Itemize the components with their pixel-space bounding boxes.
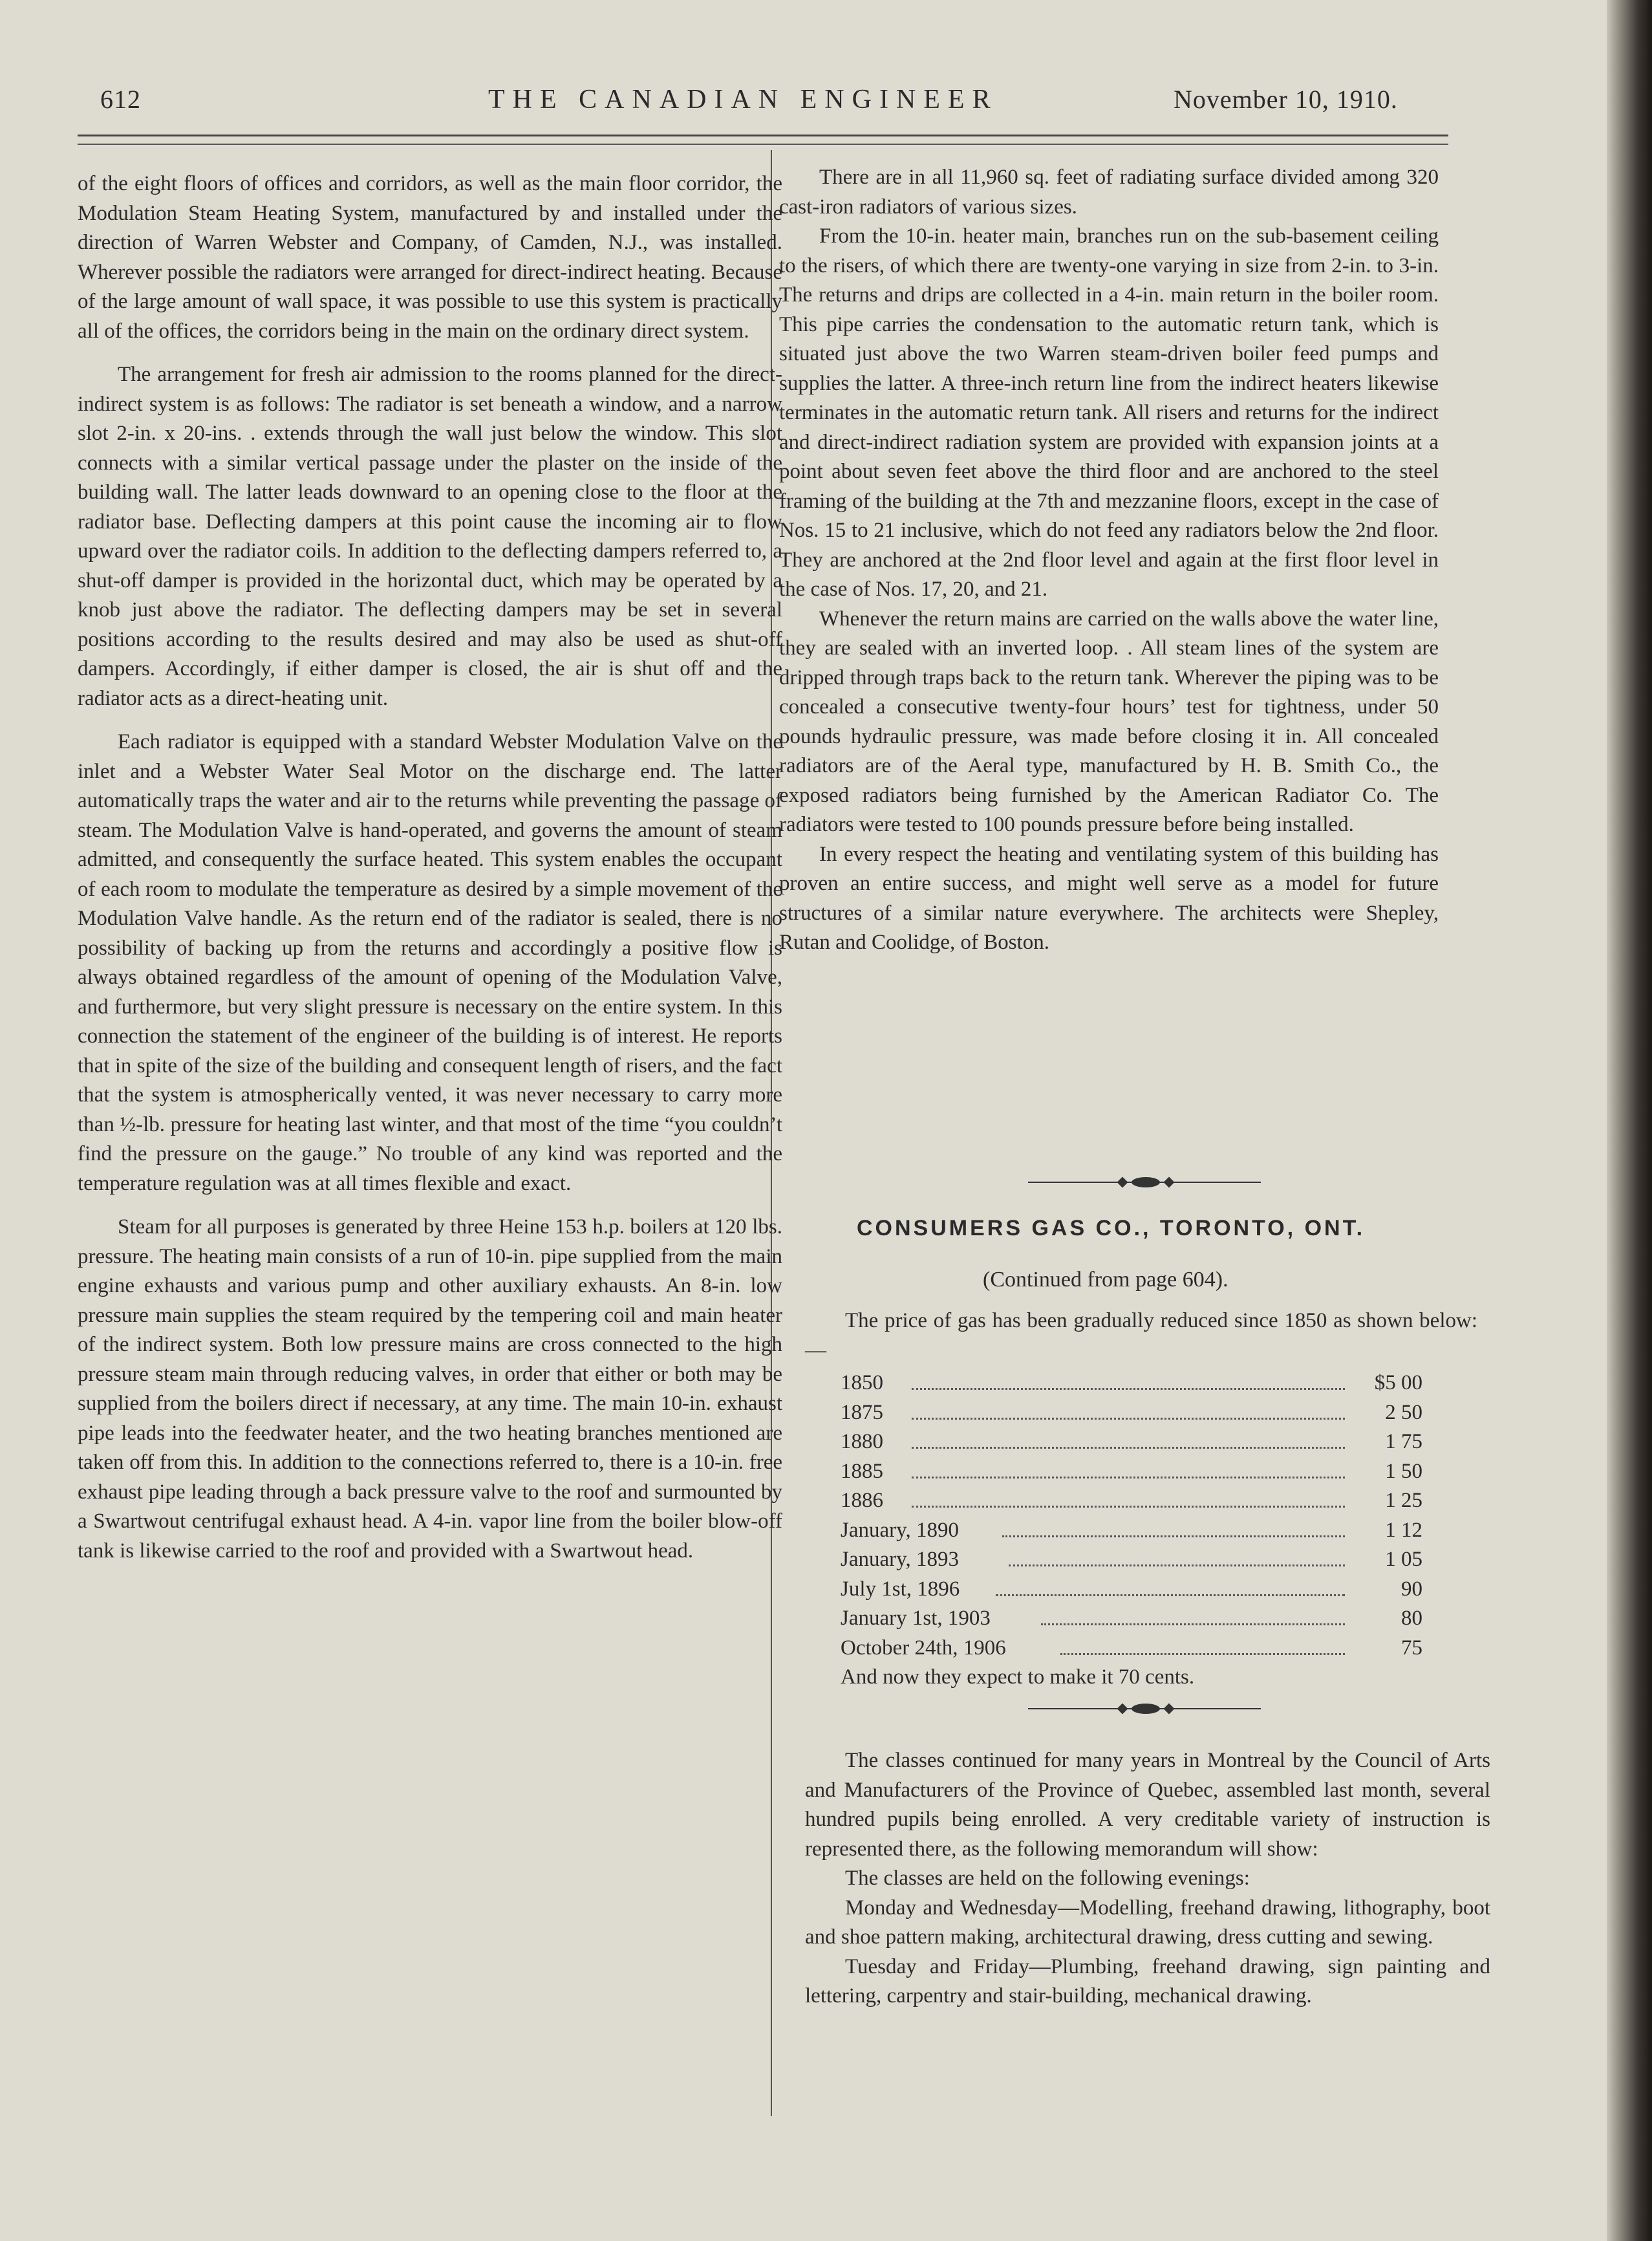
continued-note: (Continued from page 604).: [983, 1268, 1228, 1292]
price-amount: 80: [1401, 1607, 1422, 1630]
price-amount: 1 05: [1385, 1548, 1422, 1571]
price-year: January, 1890: [841, 1518, 959, 1542]
closing-line: [841, 1665, 1422, 1695]
price-row: [841, 1519, 1422, 1548]
section-ornament: [1028, 1702, 1261, 1715]
gas-intro: [805, 1306, 1477, 1365]
price-row: [841, 1577, 1422, 1607]
price-amount: $5 00: [1374, 1371, 1422, 1394]
price-amount: 1 50: [1385, 1459, 1422, 1483]
price-row: [841, 1460, 1422, 1489]
price-amount: 75: [1401, 1636, 1422, 1660]
price-row: [841, 1636, 1422, 1666]
page-binding-edge: [1607, 0, 1652, 2241]
price-year: 1880: [841, 1430, 883, 1453]
paragraph: From the 10-in. heater main, branches run on the sub-basement ceiling to the risers, of which there are twenty-one varying in size from 2-in. to 3-in. The returns and drips are collected in a 4-in. main return in the boiler room. This pipe carries the condensation to the automatic return tank, which is situated just above the two Warren steam-driven boiler feed pumps and supplies the latter. A three-inch return line from the indirect heaters likewise terminates in the automatic return tank. All risers and returns for the indirect and direct-indirect radiation system are provided with expansion joints at a point about seven feet above the third floor and are anchored to the steel framing of the building at the 7th and mezzanine floors, except in the case of Nos. 15 to 21 inclusive, which do not feed any radiators below the 2nd floor. They are anchored at the 2nd floor level and again at the first floor level in the case of Nos. 17, 20, and 21.: [779, 224, 1439, 601]
paragraph: There are in all 11,960 sq. feet of radiating surface divided among 320 cast-iron radiators of various sizes.: [779, 166, 1439, 219]
paragraph: Whenever the return mains are carried on the walls above the water line, they are sealed with an inverted loop. . All steam lines of the system are dripped through traps back to the return tank. Wherever the piping was to be concealed a consecutive twenty-four hours’ test for tightness, under 50 pounds hydraulic pressure, was made before closing it in. All concealed radiators are of the Aeral type, manufactured by H. B. Smith Co., the exposed radiators being furnished by the American Radiator Co. The radiators were tested to 100 pounds pressure before being installed.: [779, 607, 1439, 836]
price-amount: 1 12: [1385, 1518, 1422, 1542]
price-year: July 1st, 1896: [841, 1577, 960, 1601]
price-year: 1885: [841, 1459, 883, 1483]
price-row: [841, 1607, 1422, 1636]
right-column-top: [779, 163, 1439, 958]
price-row: [841, 1401, 1422, 1431]
price-year: 1886: [841, 1489, 883, 1512]
price-amount: 2 50: [1385, 1400, 1422, 1424]
section-ornament: [1028, 1176, 1261, 1189]
closing-text: And now they expect to make it 70 cents.: [841, 1665, 1195, 1689]
paragraph: Steam for all purposes is generated by three Heine 153 h.p. boilers at 120 lbs. pressure. The heating main consists of a run of 10-in. pipe supplied from the main engine exhausts and various pump and other auxiliary exhausts. An 8-in. low pressure main supplies the steam required by the tempering coil and main heater of the indirect system. Both low pressure mains are cross connected to the high pressure steam main through reducing valves, in order that either or both may be supplied from the boilers direct if necessary, at any time. The main 10-in. exhaust pipe leads into the feedwater heater, and the two heating branches mentioned are taken off from this. In addition to the connections referred to, there is a 10-in. free exhaust pipe leading through a back pressure valve to the roof and surmounted by a Swartwout centrifugal exhaust head. A 4-in. vapor line from the boiler blow-off tank is likewise carried to the roof and provided with a Swartwout head.: [78, 1215, 782, 1563]
header-rule: [78, 135, 1448, 136]
section-heading: CONSUMERS GAS CO., TORONTO, ONT.: [857, 1216, 1366, 1240]
paragraph: The classes are held on the following evenings:: [845, 1867, 1250, 1890]
price-year: 1875: [841, 1400, 883, 1424]
paragraph: Monday and Wednesday—Modelling, freehand drawing, lithography, boot and shoe pattern making, architectural drawing, dress cutting and sewing.: [805, 1896, 1490, 1949]
paragraph: The price of gas has been gradually reduced since 1850 as shown below:—: [805, 1309, 1477, 1362]
price-year: January, 1893: [841, 1548, 959, 1571]
price-amount: 1 25: [1385, 1489, 1422, 1512]
price-table: [841, 1371, 1422, 1695]
paragraph: The classes continued for many years in Montreal by the Council of Arts and Manufacturers of the Province of Quebec, assembled last month, several hundred pupils being enrolled. A very creditable variety of instruction is represented there, as the following memorandum will show:: [805, 1749, 1490, 1861]
paragraph: The arrangement for fresh air admission to the rooms planned for the direct-indirect system is as follows: The radiator is set beneath a window, and a narrow slot 2-in. x 20-ins. . extends through the wall just below the window. This slot connects with a similar vertical passage under the plaster on the inside of the building wall. The latter leads downward to an opening close to the floor at the radiator base. Deflecting dampers at this point cause the incoming air to flow upward over the radiator coils. In addition to the deflecting dampers referred to, a shut-off damper is provided in the horizontal duct, which may be operated by a knob just above the radiator. The deflecting dampers may be set in several positions according to the results desired and may also be used as shut-off dampers. Accordingly, if either damper is closed, the air is shut off and the radiator acts as a direct-heating unit.: [78, 363, 782, 710]
paragraph: Each radiator is equipped with a standard Webster Modulation Valve on the inlet and a Webster Water Seal Motor on the discharge end. The latter automatically traps the water and air to the returns while preventing the passage of steam. The Modulation Valve is hand-operated, and governs the amount of steam admitted, and consequently the surface heated. This system enables the occupant of each room to modulate the temperature as desired by a simple movement of the Modulation Valve handle. As the return end of the radiator is sealed, there is no possibility of backing up from the returns and accordingly a positive flow is always obtained regardless of the amount of opening of the Modulation Valve, and furthermore, but very slight pressure is necessary on the entire system. In this connection the statement of the engineer of the building is of interest. He reports that in spite of the size of the building and consequent length of risers, and the fact that the system is atmospherically vented, it was never necessary to carry more than ½-lb. pressure for heating last winter, and that most of the time “you couldn’t find the pressure on the gauge.” No trouble of any kind was reported and the temperature regulation was at all times flexible and exact.: [78, 730, 782, 1195]
header-rule-secondary: [78, 144, 1448, 145]
price-year: October 24th, 1906: [841, 1636, 1006, 1660]
price-amount: 90: [1401, 1577, 1422, 1601]
issue-date: November 10, 1910.: [1174, 85, 1398, 114]
price-row: [841, 1548, 1422, 1577]
left-column: [78, 169, 782, 1566]
paragraph: of the eight floors of offices and corridors, as well as the main floor corridor, the Modulation Steam Heating System, manufactured by and installed under the direction of Warren Webster and Company, of Camden, N.J., was installed. Wherever possible the radiators were arranged for direct-indirect heating. Because of the large amount of wall space, it was possible to use this system is practically all of the offices, the corridors being in the main on the ordinary direct system.: [78, 172, 782, 343]
price-year: 1850: [841, 1371, 883, 1394]
paragraph: Tuesday and Friday—Plumbing, freehand drawing, sign painting and lettering, carpentry and stair-building, mechanical drawing.: [805, 1954, 1490, 2008]
journal-title: THE CANADIAN ENGINEER: [488, 85, 998, 114]
price-amount: 1 75: [1385, 1430, 1422, 1453]
page-number: 612: [100, 85, 141, 114]
price-row: [841, 1371, 1422, 1401]
price-row: [841, 1489, 1422, 1519]
price-row: [841, 1430, 1422, 1460]
paragraph: In every respect the heating and ventilating system of this building has proven an entire success, and might well serve as a model for future structures of a similar nature everywhere. The architects were Shepley, Rutan and Coolidge, of Boston.: [779, 842, 1439, 954]
right-column-bottom: [805, 1746, 1490, 2011]
price-year: January 1st, 1903: [841, 1607, 991, 1630]
